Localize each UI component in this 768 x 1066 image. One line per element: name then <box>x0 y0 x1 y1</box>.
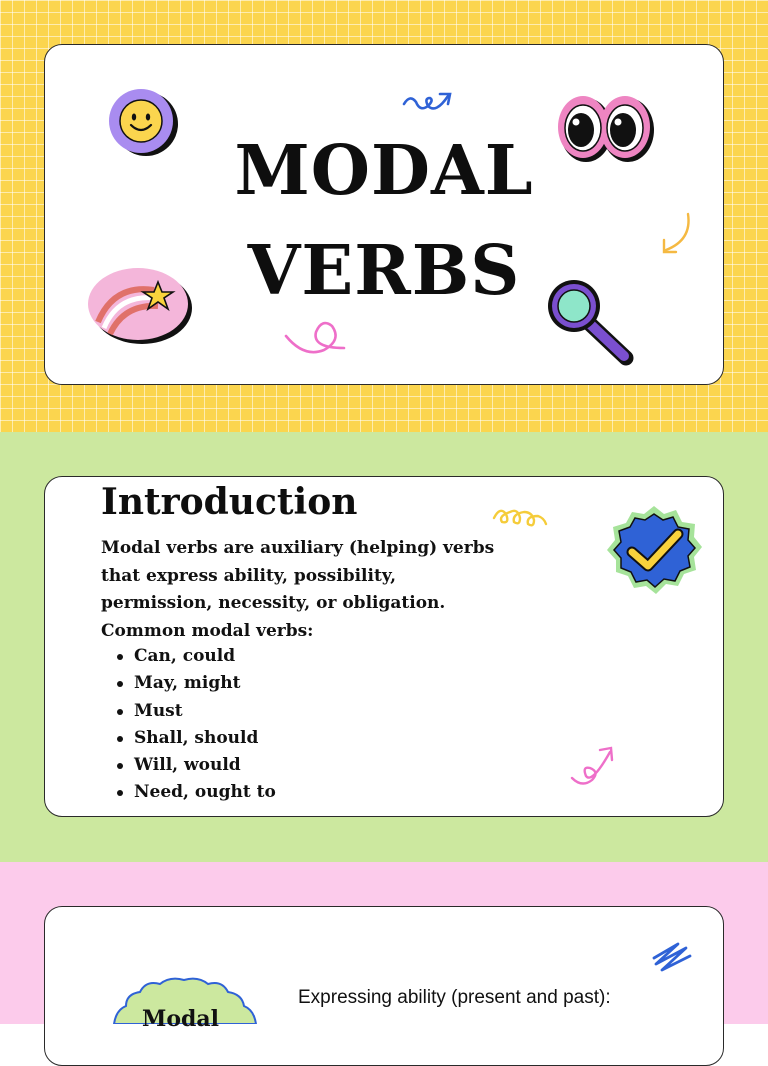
title-line-2: VERBS <box>247 231 521 311</box>
ability-heading: Expressing ability (present and past): <box>298 987 611 1008</box>
intro-line: that express ability, possibility, <box>101 565 396 586</box>
squiggle-arrow-icon <box>400 88 456 120</box>
list-item: Must <box>115 698 276 725</box>
curved-arrow-icon <box>656 210 696 258</box>
smiley-icon <box>104 88 184 160</box>
intro-line: permission, necessity, or obligation. <box>101 593 446 613</box>
shooting-star-icon <box>84 264 196 348</box>
intro-heading: Introduction <box>101 481 358 523</box>
intro-paragraph <box>101 535 511 645</box>
title-line-1: MODAL <box>234 131 534 211</box>
pink-squiggle-arrow-icon <box>568 744 618 790</box>
checkmark-badge-icon <box>604 504 704 602</box>
badge-label: Modal <box>142 1006 220 1032</box>
intro-line: Common modal verbs: <box>101 620 314 641</box>
eyes-icon <box>556 92 660 172</box>
list-item: Need, ought to <box>115 779 276 806</box>
magnifier-icon <box>544 276 636 368</box>
blue-scribble-icon <box>648 940 696 976</box>
modal-verb-list <box>115 643 276 807</box>
list-item: Shall, should <box>115 725 276 752</box>
list-item: Will, would <box>115 752 276 779</box>
intro-line: Modal verbs are auxiliary (helping) verbs <box>101 538 495 558</box>
pink-squiggle-icon <box>282 318 352 364</box>
yellow-loops-icon <box>490 504 550 536</box>
list-item: Can, could <box>115 643 276 670</box>
list-item: May, might <box>115 670 276 697</box>
